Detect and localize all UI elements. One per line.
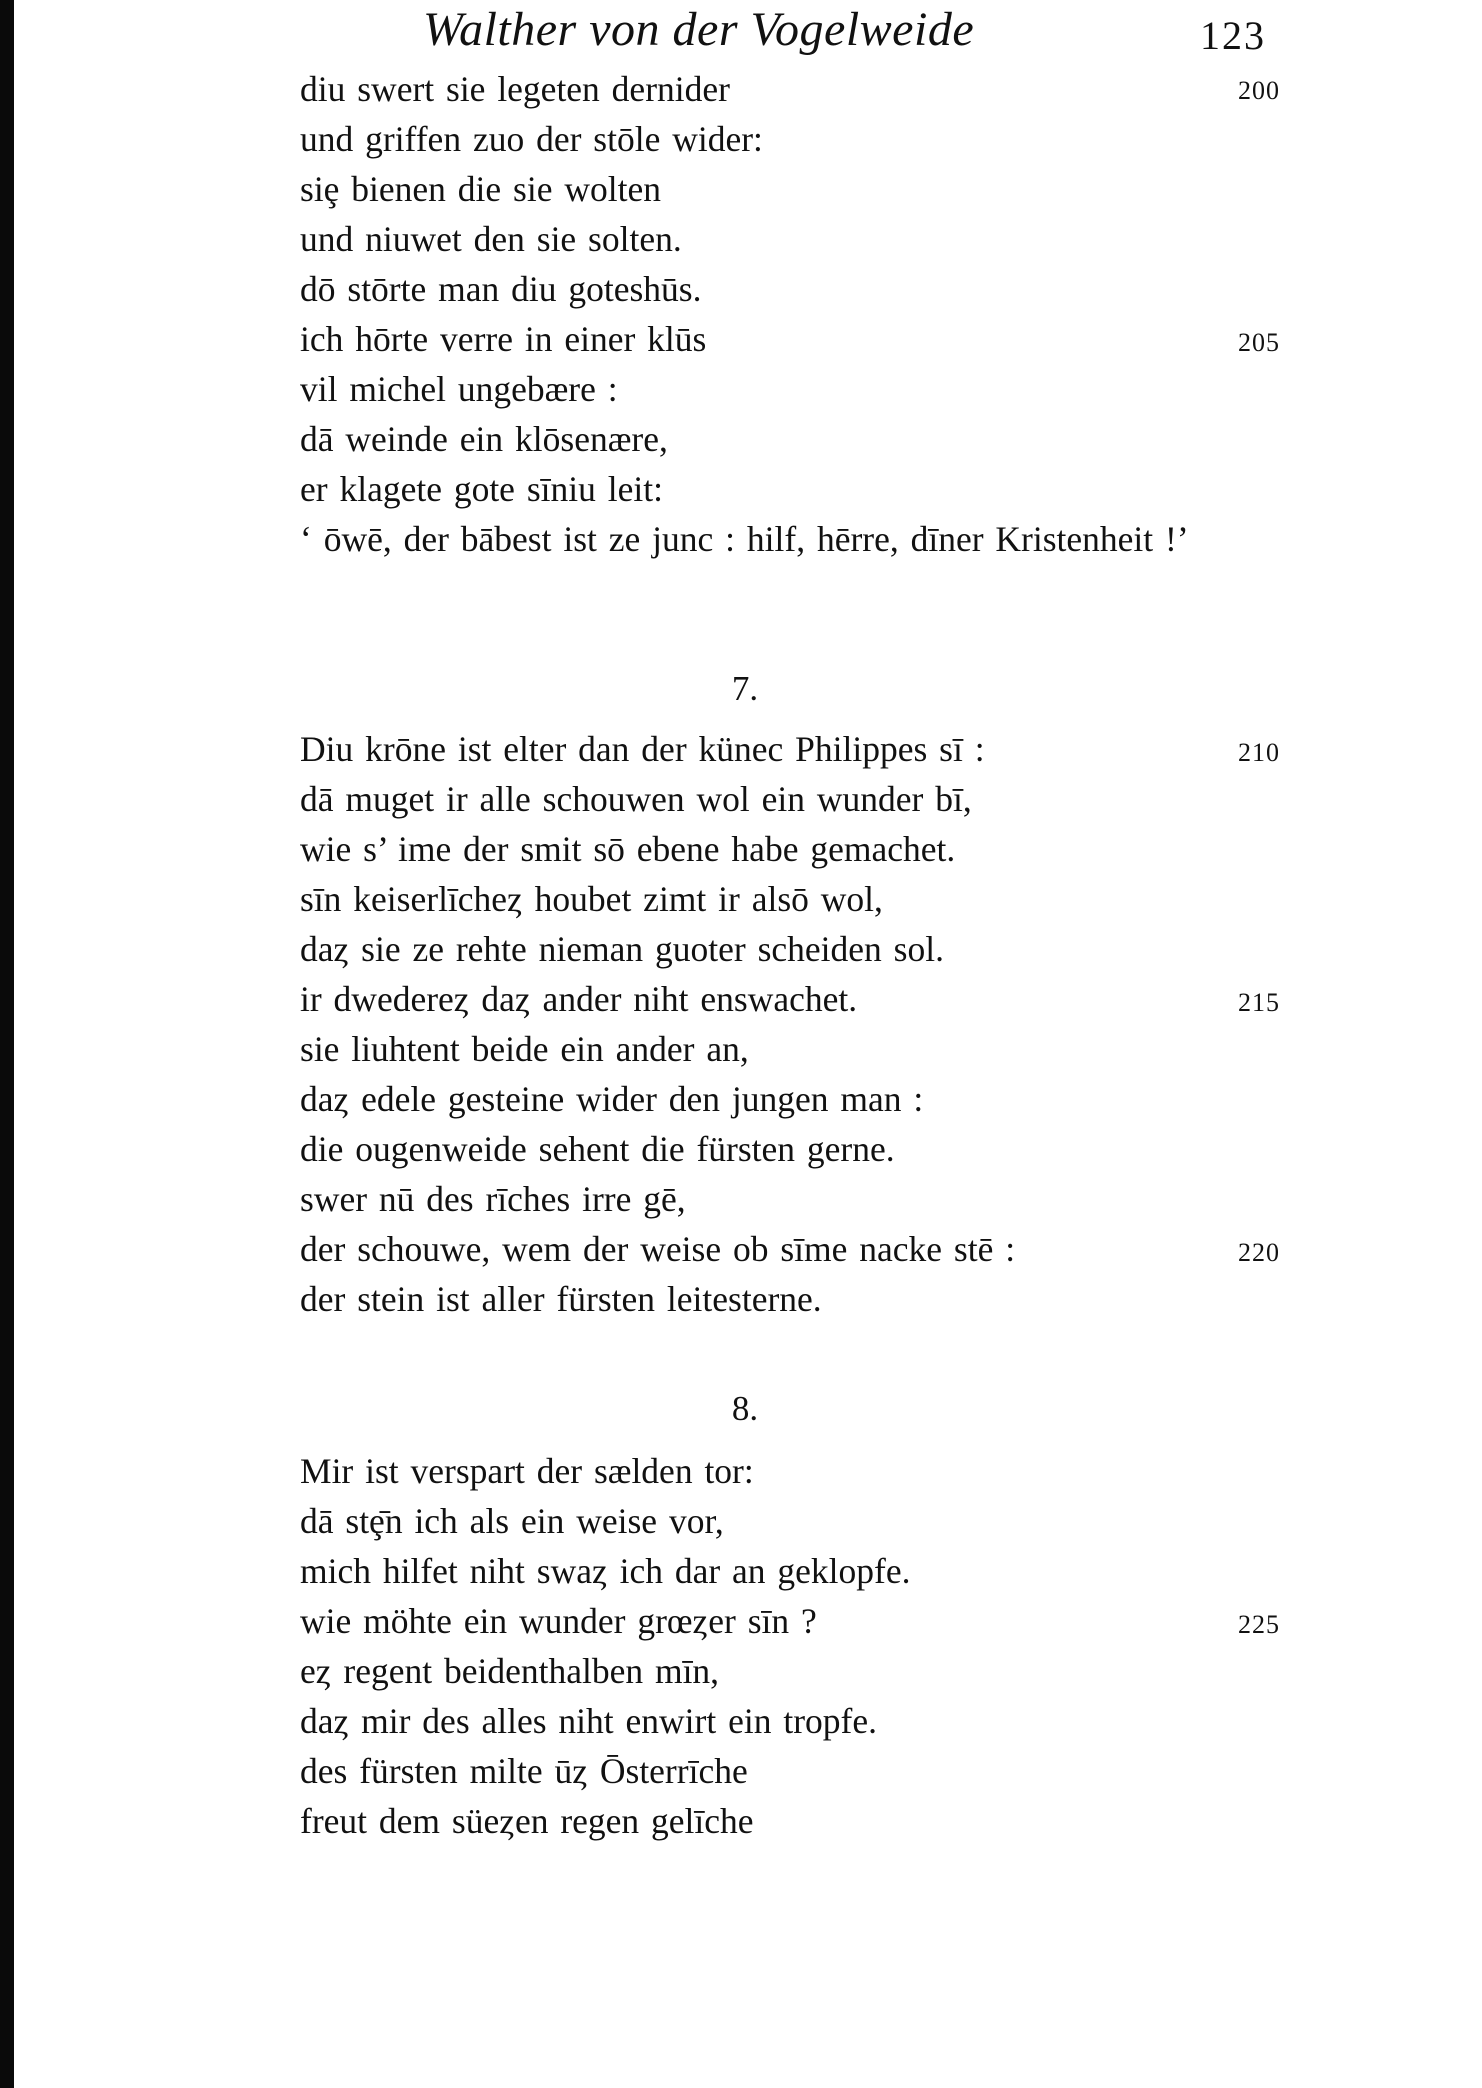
scan-gutter-bar [0,0,14,2088]
verse-line: dā stȩ̄n ich als ein weise vor, [300,1501,724,1541]
line-number: 210 [1238,738,1280,767]
stanza-number: 8. [731,1389,759,1428]
verse-line: Diu krōne ist elter dan der künec Philippes sī : [300,729,985,769]
verse-line: der stein ist aller fürsten leitesterne. [300,1279,822,1319]
line-number: 205 [1238,328,1280,357]
page-number: 123 [1200,13,1266,58]
verse-line: swer nū des rīches irre gē, [300,1179,686,1219]
verse-line: sīn keiserlīcheȥ houbet zimt ir alsō wol, [300,879,883,919]
verse-line: des fürsten milte ūȥ Ōsterrīche [300,1751,748,1791]
verse-line: daȥ mir des alles niht enwirt ein tropfe. [300,1701,877,1741]
line-number: 215 [1238,988,1280,1017]
verse-line: ‘ ōwē, der bābest ist ze junc : hilf, hērre, dīner Kristenheit !’ [300,519,1189,559]
verse-line: daȥ sie ze rehte nieman guoter scheiden sol. [300,929,944,969]
verse-line: der schouwe, wem der weise ob sīme nacke stē : [300,1229,1016,1269]
line-number: 200 [1238,76,1280,105]
verse-line: siȩ bienen die sie wolten [300,169,661,209]
verse-line: und niuwet den sie solten. [300,219,682,259]
verse-line: freut dem süeȥen regen gelīche [300,1801,754,1841]
verse-line: vil michel ungebære : [300,369,618,409]
verse-line: wie möhte ein wunder grœȥer sīn ? [300,1601,817,1641]
verse-line: und griffen zuo der stōle wider: [300,119,763,159]
verse-line: mich hilfet niht swaȥ ich dar an geklopfe. [300,1551,911,1591]
verse-line: wie s’ ime der smit sō ebene habe gemachet. [300,829,956,869]
verse-line: diu swert sie legeten dernider [300,69,730,109]
line-number: 220 [1238,1238,1280,1267]
verse-line: dā muget ir alle schouwen wol ein wunder bī, [300,779,972,819]
stanza-number: 7. [731,669,759,708]
verse-line: ir dwedereȥ daȥ ander niht enswachet. [300,979,858,1019]
verse-line: er klagete gote sīniu leit: [300,469,663,509]
page-header [300,0,1300,70]
verse-line: dā weinde ein klōsenære, [300,419,668,459]
verse-line: daȥ edele gesteine wider den jungen man : [300,1079,924,1119]
verse-line: Mir ist verspart der sælden tor: [300,1451,754,1491]
verse-line: eȥ regent beidenthalben mīn, [300,1651,720,1691]
verse-line: die ougenweide sehent die fürsten gerne. [300,1129,895,1169]
verse-line: dō stōrte man diu goteshūs. [300,269,702,309]
verse-line: ich hōrte verre in einer klūs [300,319,707,359]
verse-line: sie liuhtent beide ein ander an, [300,1029,749,1069]
line-number: 225 [1238,1610,1280,1639]
running-title: Walther von der Vogelweide [423,3,975,56]
